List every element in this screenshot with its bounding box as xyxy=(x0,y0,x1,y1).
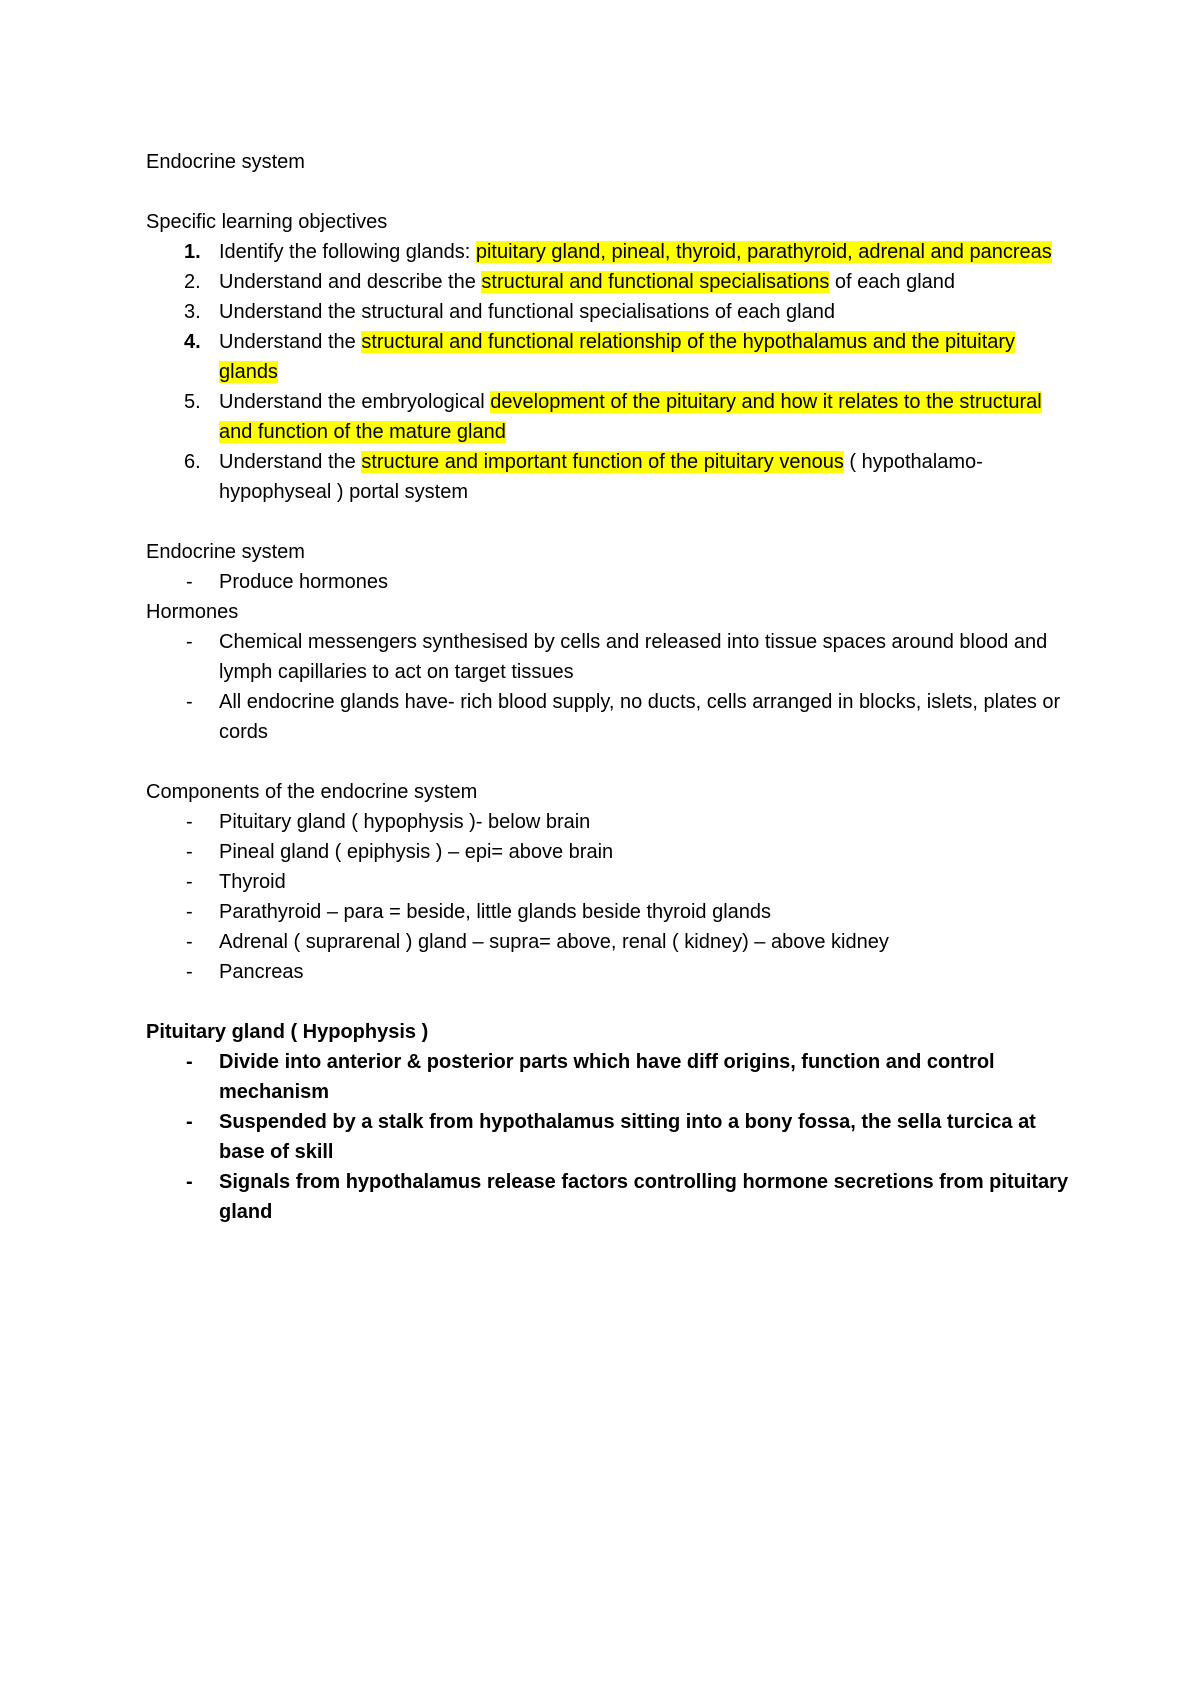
objective-item xyxy=(146,387,1076,447)
list-item: - Parathyroid – para = beside, little glands beside thyroid glands xyxy=(146,897,1076,927)
components-heading: Components of the endocrine system xyxy=(146,781,478,803)
pituitary-heading: Pituitary gland ( Hypophysis ) xyxy=(146,1021,429,1043)
bullet-dash: - xyxy=(186,811,193,833)
document-body xyxy=(146,147,1076,1227)
bullet-dash: - xyxy=(186,961,193,983)
list-item: - Pancreas xyxy=(146,957,1076,987)
objective-highlight: structure and important function of the pituitary venous xyxy=(361,451,844,473)
document-title: Endocrine system xyxy=(146,151,305,173)
list-item: - All endocrine glands have- rich blood supply, no ducts, cells arranged in blocks, islets, plates or cords xyxy=(146,687,1076,747)
list-item: - Signals from hypothalamus release factors controlling hormone secretions from pituitary gland xyxy=(146,1167,1076,1227)
objective-highlight: structural and functional relationship of the hypothalamus and the pituitary glands xyxy=(219,331,1016,383)
objective-text: Understand and describe the xyxy=(219,271,482,293)
objective-item xyxy=(146,267,1076,297)
list-item: - Thyroid xyxy=(146,867,1076,897)
list-item: - Pineal gland ( epiphysis ) – epi= above brain xyxy=(146,837,1076,867)
list-item: - Chemical messengers synthesised by cells and released into tissue spaces around blood and lymph capillaries to act on target tissues xyxy=(146,627,1076,687)
objective-item xyxy=(146,237,1076,267)
objectives-list xyxy=(146,237,1076,507)
bullet-dash: - xyxy=(186,1171,193,1193)
objective-number: 3. xyxy=(184,301,201,323)
objective-item xyxy=(146,297,1076,327)
bullet-dash: - xyxy=(186,901,193,923)
objective-highlight: structural and functional specialisations xyxy=(481,271,830,293)
objective-number: 5. xyxy=(184,391,201,413)
bullet-dash: - xyxy=(186,841,193,863)
endocrine-heading: Endocrine system xyxy=(146,541,305,563)
bullet-dash: - xyxy=(186,1051,193,1073)
objective-number: 2. xyxy=(184,271,201,293)
objective-item xyxy=(146,447,1076,507)
objective-number: 6. xyxy=(184,451,201,473)
objective-highlight: pituitary gland, pineal, thyroid, parathyroid, adrenal and pancreas xyxy=(475,241,1052,263)
objective-highlight: development of the pituitary and how it relates to the structural and function of the mature gland xyxy=(219,391,1042,443)
bullet-dash: - xyxy=(186,1111,193,1133)
list-item: - Divide into anterior & posterior parts which have diff origins, function and control mechanism xyxy=(146,1047,1076,1107)
bullet-dash: - xyxy=(186,571,193,593)
bullet-dash: - xyxy=(186,931,193,953)
objectives-heading: Specific learning objectives xyxy=(146,211,388,233)
objective-item xyxy=(146,327,1076,387)
objective-text: Understand the structural and functional specialisations of each gland xyxy=(219,301,835,323)
list-item: - Suspended by a stalk from hypothalamus sitting into a bony fossa, the sella turcica at base of skill xyxy=(146,1107,1076,1167)
bullet-dash: - xyxy=(186,871,193,893)
bullet-dash: - xyxy=(186,631,193,653)
objective-text-after: ( hypothalamo-hypophyseal ) portal system xyxy=(219,451,983,503)
objective-text-after: of each gland xyxy=(829,271,956,293)
objective-number: 4. xyxy=(184,331,201,353)
bullet-dash: - xyxy=(186,691,193,713)
list-item: - Adrenal ( suprarenal ) gland – supra= above, renal ( kidney) – above kidney xyxy=(146,927,1076,957)
objective-text: Identify the following glands: xyxy=(219,241,476,263)
objective-number: 1. xyxy=(184,241,201,263)
objective-text: Understand the embryological xyxy=(219,391,491,413)
objective-text: Understand the xyxy=(219,331,362,353)
list-item: - Pituitary gland ( hypophysis )- below brain xyxy=(146,807,1076,837)
hormones-heading: Hormones xyxy=(146,601,239,623)
objective-text: Understand the xyxy=(219,451,362,473)
list-item: - Produce hormones xyxy=(146,567,1076,597)
